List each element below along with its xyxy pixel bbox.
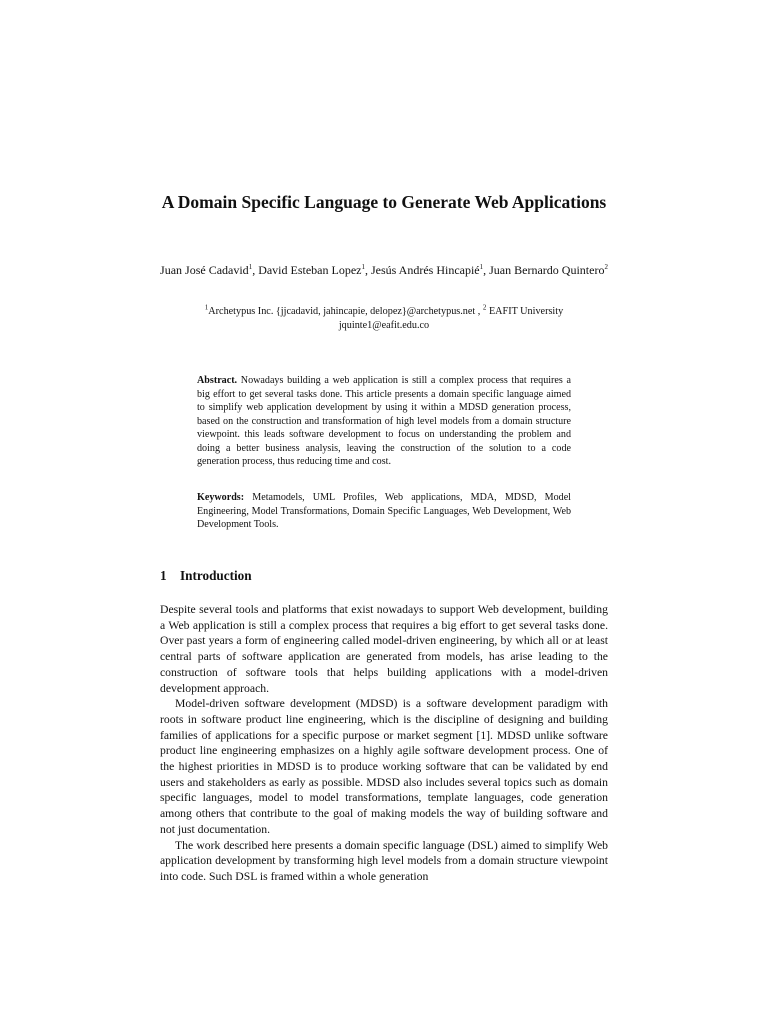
section-number: 1 (160, 568, 167, 583)
paper-title: A Domain Specific Language to Generate Web Applications (161, 192, 607, 212)
affiliation-line-end: EAFIT University (486, 306, 564, 317)
keywords (197, 491, 571, 532)
author-affiliation-mark: 1 (479, 263, 484, 271)
author-name: Jesús Andrés Hincapié (370, 263, 480, 277)
section-title: Introduction (180, 568, 252, 583)
affiliations (160, 305, 608, 333)
author-separator: , (252, 263, 259, 277)
body-text (160, 602, 608, 885)
keywords-label: Keywords: (197, 492, 245, 503)
author-affiliation-mark: 2 (604, 263, 608, 271)
section-heading (160, 567, 608, 585)
author-name: David Esteban Lopez (258, 263, 362, 277)
affiliation-email: jquinte1@eafit.edu.co (338, 320, 430, 331)
author-list (160, 262, 608, 279)
author-separator: , (364, 263, 371, 277)
affiliation-mark: 1 (204, 303, 209, 312)
paragraph: Model-driven software development (MDSD) is a software development paradigm with roots in software product line engineering, which is the discipline of designing and building families of applications for a specific purpose or market segment [1]. MDSD unlike software product line engineering emphasizes on a highly agile software development process. One of the highest priorities in MDSD is to produce working software that can be validated by end users and stakeholders as early as possible. MDSD also includes several topics such as domain specific languages, model to model transformations, template languages, code generation among others that contribute to the goal of making models the way of building software and not just documentation. (160, 697, 608, 836)
paragraph: Despite several tools and platforms that exist nowadays to support Web development, building a Web application is still a complex process that requires a big effort to get several tasks done. Over past years a form of engineering called model-driven engineering, by which all or at least central parts of software application are generated from models, has arise leading to the construction of software tools that helps building applications with a model-driven development approach. (160, 603, 608, 695)
abstract-label: Abstract. (197, 375, 238, 386)
abstract-text: Nowadays building a web application is still a complex process that requires a big effort to get several tasks done. This article presents a domain specific language aimed to simplify web application development by using it within a MDSD generation process, based on the construction and transformation of high level models from a domain structure viewpoint. this leads software development to focus on understanding the problem and doing a better business analysis, leaving the construction of the solution to a code generation process, thus reducing time and cost. (197, 375, 571, 467)
keywords-text: Metamodels, UML Profiles, Web applications, MDA, MDSD, Model Engineering, Model Transformations, Domain Specific Languages, Web Development, Web Development Tools. (197, 492, 571, 530)
author-name: Juan José Cadavid (160, 263, 249, 277)
author-separator: , (483, 263, 490, 277)
affiliation-mark: 2 (482, 303, 487, 312)
author-affiliation-mark: 1 (248, 263, 253, 271)
author-name: Juan Bernardo Quintero (489, 263, 605, 277)
author-affiliation-mark: 1 (361, 263, 365, 271)
abstract (197, 374, 571, 469)
paragraph: The work described here presents a domain specific language (DSL) aimed to simplify Web application development by transforming high level models from a domain structure viewpoint into code. Such DSL is framed within a whole generation (160, 838, 608, 883)
affiliation-line: Archetypus Inc. {jjcadavid, jahincapie, delopez}@archetypus.net , (208, 306, 483, 317)
